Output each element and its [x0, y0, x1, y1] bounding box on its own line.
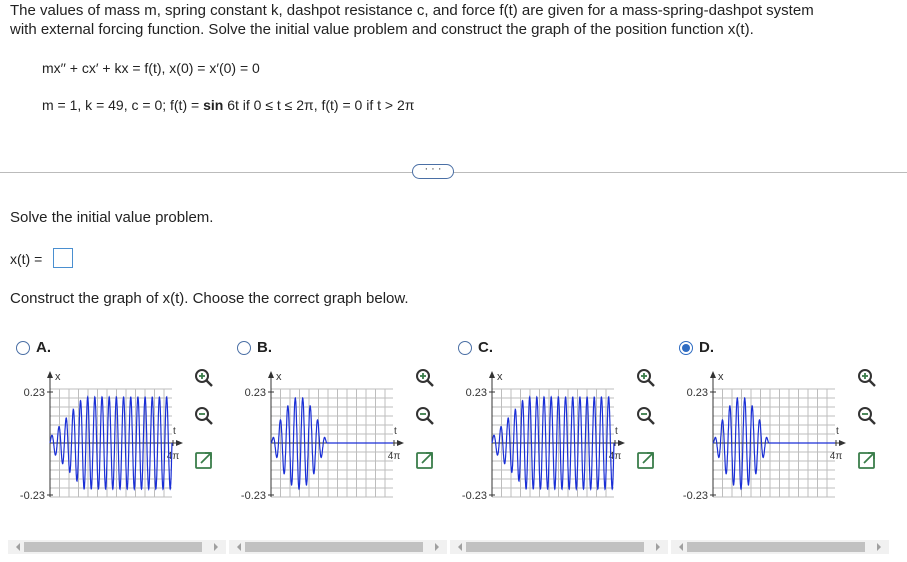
- zoom-out-icon[interactable]: [636, 406, 656, 426]
- x-tick-label: 4π: [166, 451, 180, 462]
- y-tick-label-bottom: -0.23: [19, 490, 45, 502]
- option-c-radio[interactable]: [458, 341, 472, 355]
- expand-arrow: [643, 453, 653, 463]
- scrollbar-thumb[interactable]: [24, 542, 202, 552]
- y-tick-label-bottom: -0.23: [240, 490, 266, 502]
- y-axis-arrow: [47, 371, 53, 378]
- problem-text-line2: with external forcing function. Solve the initial value problem and construct the graph of the position function x(t).: [10, 21, 754, 38]
- y-axis-arrow: [268, 371, 274, 378]
- option-a-graph: [12, 365, 212, 515]
- y-tick-label-bottom: -0.23: [461, 490, 487, 502]
- expand-icon[interactable]: [194, 450, 214, 470]
- x-axis-arrow: [397, 440, 404, 446]
- x-axis-arrow: [618, 440, 625, 446]
- x-axis-arrow: [839, 440, 846, 446]
- zoom-in-icon[interactable]: [415, 368, 435, 388]
- parameters-suffix: 6t if 0 ≤ t ≤ 2π, f(t) = 0 if t > 2π: [223, 97, 415, 113]
- y-tick-label-top: 0.23: [23, 387, 45, 399]
- y-axis-arrow: [710, 371, 716, 378]
- option-b-radio[interactable]: [237, 341, 251, 355]
- x-axis-label: t: [173, 426, 176, 437]
- x-tick-label: 4π: [829, 451, 843, 462]
- answer-label: x(t) =: [10, 251, 43, 267]
- handle: [649, 419, 655, 425]
- parameters-sin: sin: [203, 97, 224, 113]
- option-d-graph: [675, 365, 875, 515]
- x-axis-label: t: [615, 426, 618, 437]
- handle: [870, 419, 876, 425]
- handle: [428, 381, 434, 387]
- zoom-out-icon[interactable]: [415, 406, 435, 426]
- y-axis-label: x: [276, 371, 282, 383]
- option-b-label[interactable]: B.: [257, 339, 272, 356]
- more-button[interactable]: · · ·: [412, 164, 454, 179]
- scrollbar-thumb[interactable]: [245, 542, 423, 552]
- y-tick-label-top: 0.23: [465, 387, 487, 399]
- option-d-label[interactable]: D.: [699, 339, 714, 356]
- y-axis-label: x: [55, 371, 61, 383]
- handle: [649, 381, 655, 387]
- position-curve: [50, 397, 172, 489]
- handle: [207, 381, 213, 387]
- expand-arrow: [864, 453, 874, 463]
- option-d-scrollbar[interactable]: [671, 540, 889, 554]
- expand-arrow: [201, 453, 211, 463]
- zoom-out-icon[interactable]: [857, 406, 877, 426]
- y-tick-label-top: 0.23: [686, 387, 708, 399]
- graph-prompt: Construct the graph of x(t). Choose the correct graph below.: [10, 290, 409, 307]
- expand-icon[interactable]: [857, 450, 877, 470]
- option-c-graph: [454, 365, 654, 515]
- zoom-out-icon[interactable]: [194, 406, 214, 426]
- parameters-prefix: m = 1, k = 49, c = 0; f(t) =: [42, 97, 204, 113]
- option-a-label[interactable]: A.: [36, 339, 51, 356]
- y-tick-label-top: 0.23: [244, 387, 266, 399]
- x-tick-label: 4π: [608, 451, 622, 462]
- differential-equation: mx′′ + cx′ + kx = f(t), x(0) = x′(0) = 0: [42, 60, 260, 76]
- answer-input[interactable]: [53, 248, 73, 268]
- handle: [870, 381, 876, 387]
- zoom-in-icon[interactable]: [857, 368, 877, 388]
- option-c-scrollbar[interactable]: [450, 540, 668, 554]
- expand-icon[interactable]: [415, 450, 435, 470]
- option-a-radio[interactable]: [16, 341, 30, 355]
- handle: [207, 419, 213, 425]
- position-curve: [271, 398, 393, 489]
- position-curve: [713, 398, 835, 489]
- expand-arrow: [422, 453, 432, 463]
- scrollbar-thumb[interactable]: [687, 542, 865, 552]
- x-axis-arrow: [176, 440, 183, 446]
- handle: [428, 419, 434, 425]
- zoom-in-icon[interactable]: [636, 368, 656, 388]
- expand-icon[interactable]: [636, 450, 656, 470]
- zoom-in-icon[interactable]: [194, 368, 214, 388]
- position-curve: [492, 397, 614, 489]
- option-b-graph: [233, 365, 433, 515]
- option-b-scrollbar[interactable]: [229, 540, 447, 554]
- x-tick-label: 4π: [387, 451, 401, 462]
- option-d-radio[interactable]: [679, 341, 693, 355]
- parameters: [42, 96, 414, 114]
- solve-prompt: Solve the initial value problem.: [10, 209, 214, 226]
- problem-text-line1: The values of mass m, spring constant k, dashpot resistance c, and force f(t) are given for a mass-spring-dashpot system: [10, 2, 814, 19]
- y-tick-label-bottom: -0.23: [682, 490, 708, 502]
- x-axis-label: t: [836, 426, 839, 437]
- option-c-label[interactable]: C.: [478, 339, 493, 356]
- y-axis-arrow: [489, 371, 495, 378]
- y-axis-label: x: [497, 371, 503, 383]
- option-a-scrollbar[interactable]: [8, 540, 226, 554]
- y-axis-label: x: [718, 371, 724, 383]
- scrollbar-thumb[interactable]: [466, 542, 644, 552]
- x-axis-label: t: [394, 426, 397, 437]
